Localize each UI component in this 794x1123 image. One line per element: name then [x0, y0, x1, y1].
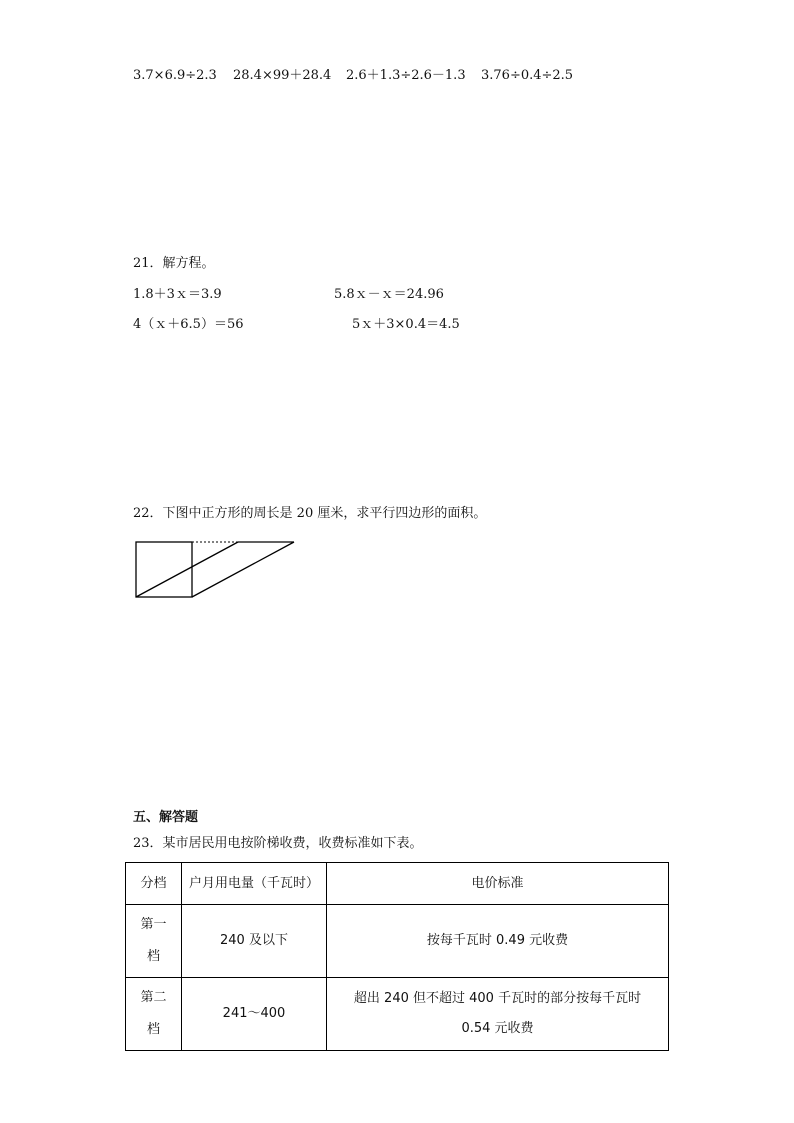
parallelogram-left-side: [136, 542, 238, 597]
electricity-fee-table: [125, 862, 669, 1051]
table-cell: 超出 240 但不超过 400 千瓦时的部分按每千瓦时 0.54 元收费: [353, 991, 642, 1036]
table-cell: 第一档: [140, 917, 167, 964]
table-cell: 241～400: [182, 978, 327, 1051]
square-parallelogram-figure: [130, 538, 300, 602]
table-header-row: [126, 863, 669, 905]
equation-1: 1.8＋3ｘ＝3.9: [133, 287, 222, 302]
table-header-cell: 电价标准: [327, 863, 669, 905]
question-23-title: 23．某市居民用电按阶梯收费，收费标准如下表。: [133, 836, 423, 851]
calc-expression-4: 3.76÷0.4÷2.5: [481, 68, 574, 83]
table-header-cell: 分档: [126, 863, 182, 905]
parallelogram-right-side: [192, 542, 294, 597]
table-cell: 按每千瓦时 0.49 元收费: [327, 905, 669, 978]
table-row: [126, 978, 669, 1051]
equation-4: 5ｘ＋3×0.4＝4.5: [352, 317, 460, 332]
table-row: [126, 905, 669, 978]
equation-2: 5.8ｘ－ｘ＝24.96: [334, 287, 444, 302]
table-cell: 第二档: [140, 990, 167, 1037]
calc-expression-2: 28.4×99＋28.4: [233, 68, 332, 83]
table-header-cell: 户月用电量（千瓦时）: [182, 863, 327, 905]
question-22-title: 22．下图中正方形的周长是 20 厘米，求平行四边形的面积。: [133, 506, 487, 521]
calc-expression-1: 3.7×6.9÷2.3: [133, 68, 217, 83]
square-shape: [136, 542, 192, 597]
question-21-title: 21．解方程。: [133, 256, 215, 271]
equation-3: 4（ｘ＋6.5）＝56: [133, 317, 244, 332]
calc-expression-3: 2.6＋1.3÷2.6－1.3: [346, 68, 466, 83]
table-cell: 240 及以下: [182, 905, 327, 978]
section-5-title: 五、解答题: [133, 810, 199, 825]
